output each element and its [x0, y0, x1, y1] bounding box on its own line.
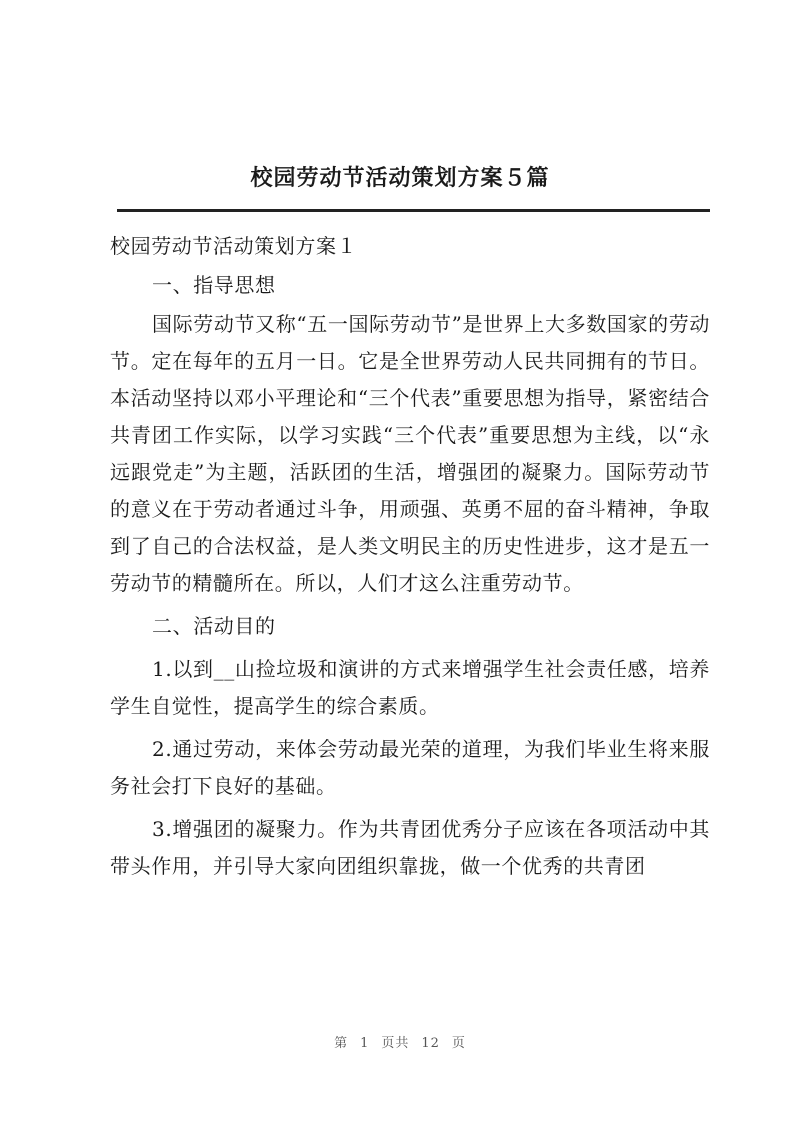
footer-current-page: 1 — [360, 1036, 370, 1051]
footer-prefix: 第 — [334, 1036, 349, 1051]
title-divider — [117, 209, 710, 212]
section-heading: 校园劳动节活动策划方案１ — [110, 234, 358, 258]
paragraph-purpose-item-2: 2.通过劳动，来体会劳动最光荣的道理，为我们毕业生将来服务社会打下良好的基础。 — [110, 737, 710, 798]
paragraph-purpose-item-1: 1.以到__山捡垃圾和演讲的方式来增强学生社会责任感，培养学生自觉性，提高学生的综合素质。 — [110, 657, 710, 718]
document-title: 校园劳动节活动策划方案５篇 — [250, 165, 550, 191]
footer-total-pages: 12 — [421, 1036, 440, 1051]
page-footer — [0, 1032, 800, 1051]
paragraph-activity-purpose-heading: 二、活动目的 — [152, 614, 276, 638]
paragraph-purpose-item-3: 3.增强团的凝聚力。作为共青团优秀分子应该在各项活动中其带头作用，并引导大家向团组织靠拢，做一个优秀的共青团 — [110, 817, 710, 878]
footer-suffix: 页 — [451, 1036, 466, 1051]
document-body — [110, 228, 710, 885]
footer-middle: 页共 — [381, 1036, 410, 1051]
paragraph-guiding-ideology-heading: 一、指导思想 — [152, 273, 276, 297]
paragraph-guiding-ideology: 国际劳动节又称“五一国际劳动节”是世界上大多数国家的劳动节。定在每年的五月一日。它是全世界劳动人民共同拥有的节日。本活动坚持以邓小平理论和“三个代表”重要思想为指导，紧密结合共青团工作实际，以学习实践“三个代表”重要思想为主线，以“永远跟党走”为主题，活跃团的生活，增强团的凝聚力。国际劳动节的意义在于劳动者通过斗争，用顽强、英勇不屈的奋斗精神，争取到了自己的合法权益，是人类文明民主的历史性进步，这才是五一劳动节的精髓所在。所以，人们才这么注重劳动节。 — [110, 312, 710, 595]
